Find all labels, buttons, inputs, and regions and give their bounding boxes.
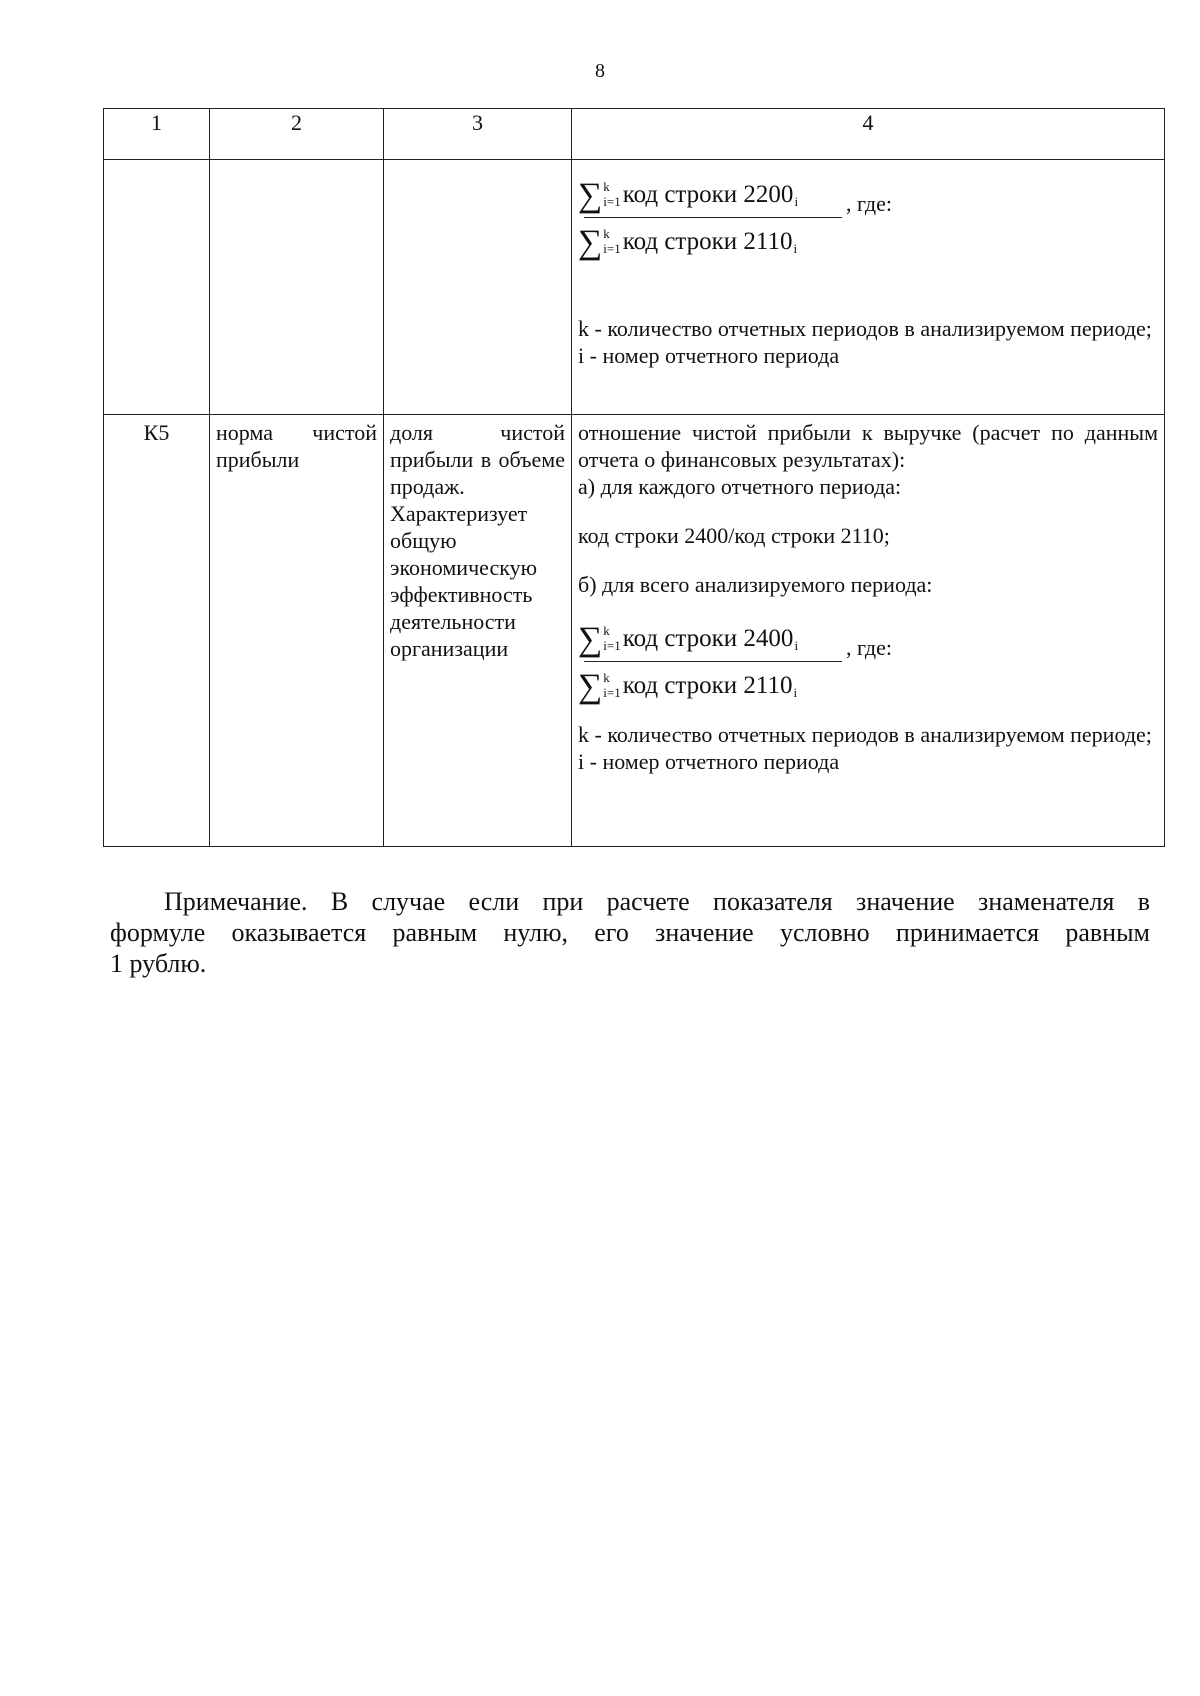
indicator-code: К5 [143,420,170,445]
sum-fraction-formula-2200: ∑ k i=1 код строки 2200 i ∑ k i=1 код строки 2110 i , где: [578,172,892,263]
fraction-numerator: ∑ k i=1 код строки 2200 i [578,177,799,214]
indicator-name: норма чистой прибыли [216,420,377,472]
fraction-bar [584,217,842,218]
column-header-2: 2 [210,109,384,160]
column-header-3: 3 [384,109,572,160]
sigma-icon: ∑ [578,668,603,705]
footnote [110,886,1150,979]
page-number: 8 [595,60,605,82]
indicator-description: доля чистой прибыли в объеме продаж. Характеризует общую экономическую эффективность деятельности организации [390,420,565,661]
footnote-line-2: формуле оказывается равным нулю, его значение условно принимается равным [110,918,1150,947]
footnote-line-1: Примечание. В случае если при расчете показателя значение знаменателя в [164,887,1150,916]
item-a-label: а) для каждого отчетного периода: [578,474,902,499]
footnote-line-3: 1 рублю. [110,949,207,978]
fraction-denominator: ∑ k i=1 код строки 2110 i [578,224,798,261]
sigma-icon: ∑ [578,177,603,214]
table-header-row [104,109,1165,160]
i-definition: i - номер отчетного периода [578,749,840,774]
item-a-formula: код строки 2400/код строки 2110; [578,523,890,548]
table-row-k5 [104,415,1165,847]
i-definition: i - номер отчетного периода [578,343,840,368]
sigma-icon: ∑ [578,224,603,261]
column-header-1: 1 [104,109,210,160]
indicator-table [103,108,1165,847]
table-row-continuation [104,160,1165,415]
sigma-icon: ∑ [578,621,603,658]
calculation-intro: отношение чистой прибыли к выручке (расчет по данным отчета о финансовых результатах): [578,420,1158,472]
column-header-4: 4 [572,109,1165,160]
fraction-numerator: ∑ k i=1 код строки 2400 i [578,621,799,658]
k-definition: k - количество отчетных периодов в анализируемом периоде; [578,316,1152,341]
item-b-label: б) для всего анализируемого периода: [578,572,933,597]
sum-fraction-formula-2400: ∑ k i=1 код строки 2400 i ∑ k i=1 код строки 2110 i , где: [578,616,892,707]
k-definition: k - количество отчетных периодов в анализируемом периоде; [578,722,1152,747]
fraction-bar [584,661,842,662]
fraction-denominator: ∑ k i=1 код строки 2110 i [578,668,798,705]
